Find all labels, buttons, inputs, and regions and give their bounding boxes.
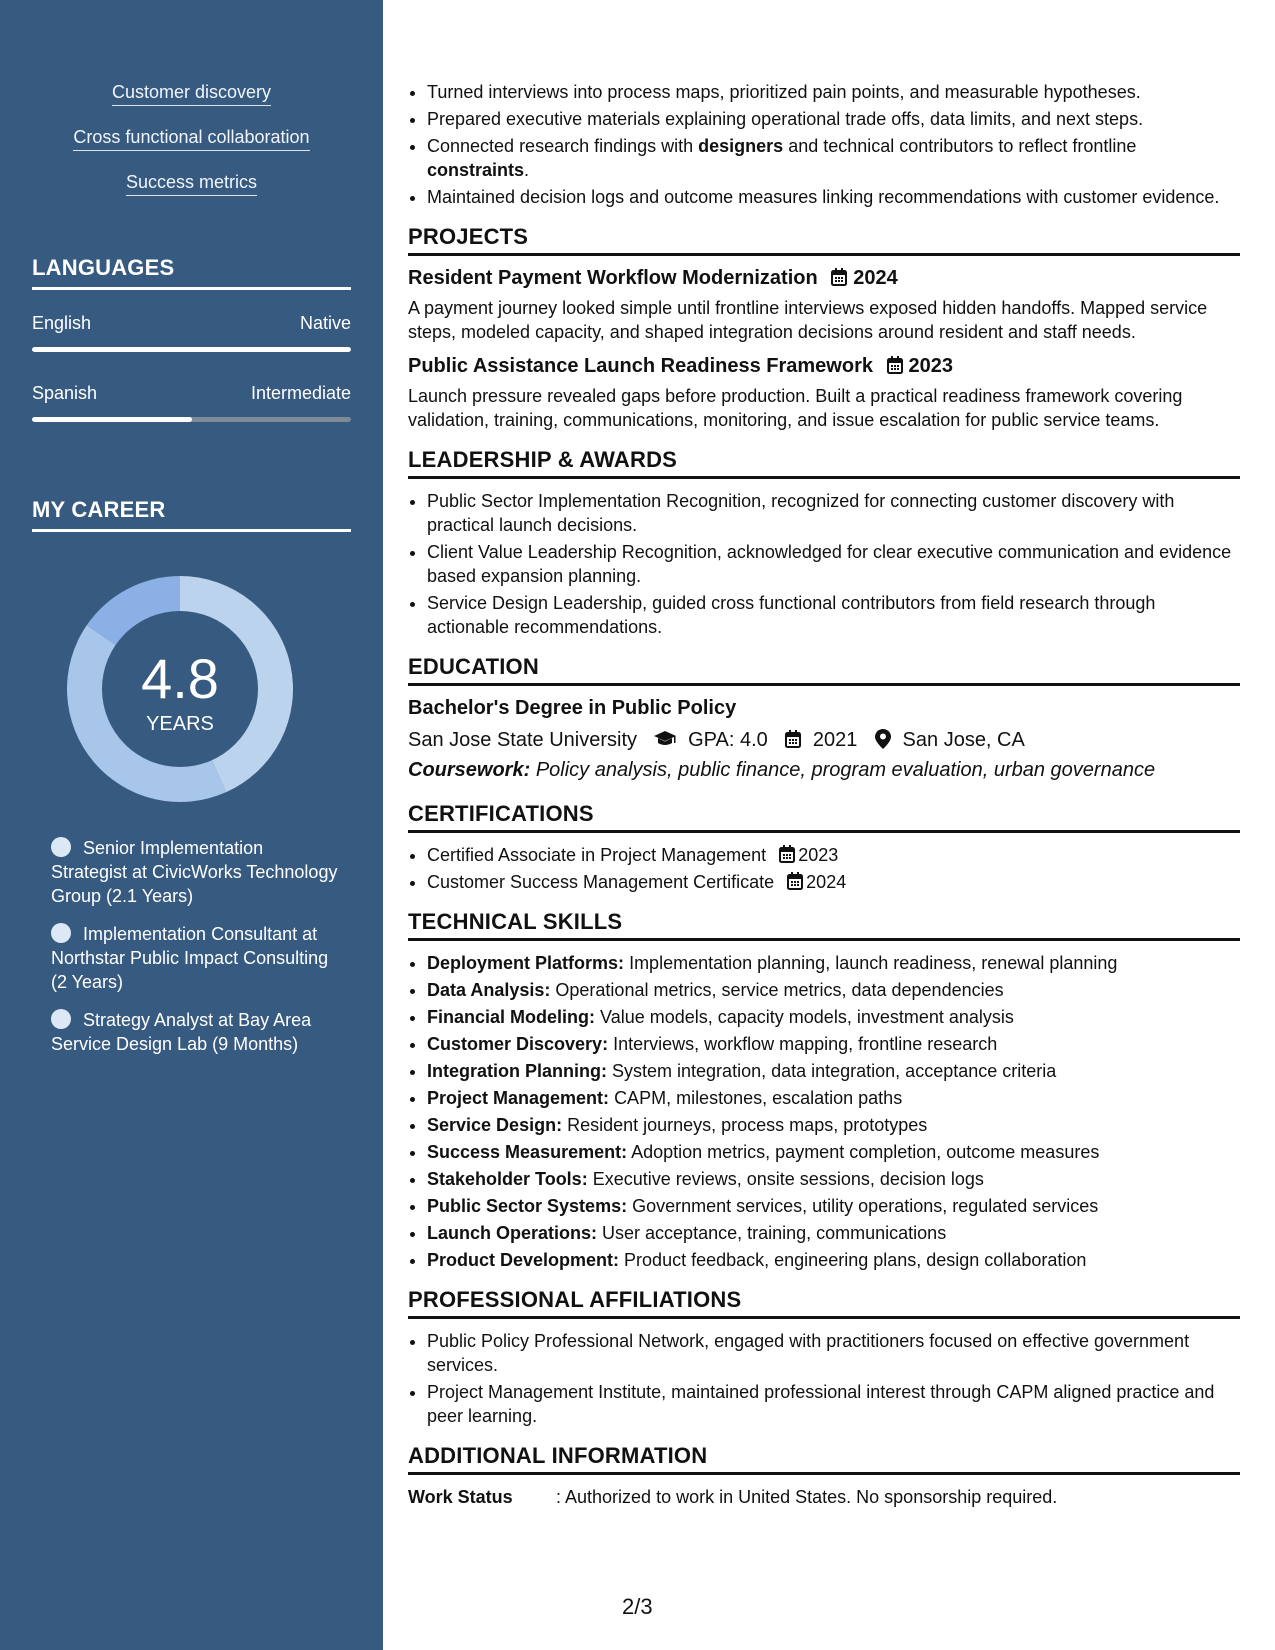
experience-bullet <box>427 107 1240 131</box>
work-status-label: Work Status <box>408 1487 513 1507</box>
skill-item <box>427 951 1240 975</box>
skill-chip: Cross functional collaboration <box>73 125 309 151</box>
certification-name: Customer Success Management Certificate <box>427 872 775 892</box>
skill-item <box>427 1086 1240 1110</box>
coursework <box>408 758 1240 782</box>
career-item <box>51 836 341 908</box>
skill-label: Service Design: <box>427 1115 563 1135</box>
bullet-text: . <box>524 160 530 180</box>
skill-item <box>427 1248 1240 1272</box>
skill-chips <box>0 80 383 215</box>
career-donut-chart <box>67 576 293 802</box>
calendar-icon <box>887 356 903 374</box>
career-list <box>51 836 341 1070</box>
skill-label: Product Development: <box>427 1250 620 1270</box>
work-status-row <box>408 1485 1240 1509</box>
page-number: 2/3 <box>622 1594 653 1619</box>
graduation-year: 2021 <box>812 729 858 751</box>
graduation-cap-icon <box>653 730 677 748</box>
skill-value: Implementation planning, launch readiness, renewal planning <box>629 953 1118 973</box>
main-content <box>408 80 1240 1509</box>
skill-label: Deployment Platforms: <box>427 953 625 973</box>
career-item-text: Senior Implementation Strategist at CivicWorks Technology Group (2.1 Years) <box>51 838 338 906</box>
section-title-certifications: CERTIFICATIONS <box>408 802 1240 833</box>
section-title-affiliations: PROFESSIONAL AFFILIATIONS <box>408 1288 1240 1319</box>
bullet-text: Prepared executive materials explaining operational trade offs, data limits, and next steps. <box>427 109 1144 129</box>
affiliations-list <box>408 1329 1240 1428</box>
certification-item <box>427 843 1240 867</box>
languages-heading: LANGUAGES <box>32 255 351 290</box>
bullet-dot-icon <box>51 837 71 857</box>
skill-item <box>427 1005 1240 1029</box>
bullet-dot-icon <box>51 1009 71 1029</box>
bullet-text: and technical contributors to reflect frontline <box>783 136 1137 156</box>
technical-skills-list <box>408 951 1240 1272</box>
project-description: Launch pressure revealed gaps before production. Built a practical readiness framework covering validation, training, communications, monitoring, and issue escalation for public service teams. <box>408 386 1183 430</box>
project-description: A payment journey looked simple until frontline interviews exposed hidden handoffs. Mapped service steps, modeled capacity, and shaped integration decisions around resident and staff needs. <box>408 298 1208 342</box>
certification-name: Certified Associate in Project Management <box>427 845 767 865</box>
sidebar <box>0 0 383 1650</box>
list-item: • Public Sector Implementation Recognition, recognized for connecting customer discovery with practical launch decisions. <box>427 489 1240 537</box>
section-title-technical-skills: TECHNICAL SKILLS <box>408 910 1240 941</box>
gpa: GPA: 4.0 <box>688 729 768 751</box>
section-title-education: EDUCATION <box>408 655 1240 686</box>
career-total-unit: YEARS <box>146 713 214 735</box>
bold-text: designers <box>698 136 784 156</box>
section-title-projects: PROJECTS <box>408 225 1240 256</box>
language-proficiency-bar <box>32 347 351 352</box>
project-title <box>408 354 1240 378</box>
skill-item <box>427 1059 1240 1083</box>
skill-item <box>427 1167 1240 1191</box>
skill-item <box>427 1140 1240 1164</box>
language-name: Spanish <box>32 383 98 403</box>
bullet-dot-icon <box>51 923 71 943</box>
project-name: Public Assistance Launch Readiness Framework <box>408 355 873 377</box>
skill-value: Value models, capacity models, investment analysis <box>600 1007 1014 1027</box>
calendar-icon <box>785 730 801 748</box>
career-item <box>51 1008 341 1056</box>
calendar-icon <box>831 268 847 286</box>
language-name: English <box>32 313 92 333</box>
skill-chip: Customer discovery <box>112 80 271 106</box>
skill-label: Success Measurement: <box>427 1142 628 1162</box>
experience-bullets <box>408 80 1240 209</box>
skill-value: Resident journeys, process maps, prototypes <box>567 1115 928 1135</box>
bullet-text: Connected research findings with <box>427 136 699 156</box>
list-item: • Client Value Leadership Recognition, acknowledged for clear executive communication and evidence based expansion planning. <box>427 540 1240 588</box>
skill-value: System integration, data integration, acceptance criteria <box>612 1061 1057 1081</box>
project-year: 2024 <box>853 267 898 289</box>
career-item-text: Implementation Consultant at Northstar Public Impact Consulting (2 Years) <box>51 924 329 992</box>
skill-label: Public Sector Systems: <box>427 1196 628 1216</box>
skill-label: Launch Operations: <box>427 1223 598 1243</box>
skill-value: User acceptance, training, communications <box>602 1223 947 1243</box>
skill-item <box>427 1194 1240 1218</box>
calendar-icon <box>787 872 803 890</box>
bullet-text: Maintained decision logs and outcome measures linking recommendations with customer evidence. <box>427 187 1220 207</box>
skill-value: Product feedback, engineering plans, design collaboration <box>624 1250 1087 1270</box>
experience-bullet <box>427 80 1240 104</box>
career-item-text: Strategy Analyst at Bay Area Service Design Lab (9 Months) <box>51 1010 312 1054</box>
skill-value: Interviews, workflow mapping, frontline research <box>613 1034 998 1054</box>
career-heading: MY CAREER <box>32 497 351 532</box>
skill-label: Stakeholder Tools: <box>427 1169 588 1189</box>
language-level: Intermediate <box>250 383 351 403</box>
skill-item <box>427 1032 1240 1056</box>
list-item: • Public Policy Professional Network, engaged with practitioners focused on effective government services. <box>427 1329 1240 1377</box>
career-total-value: 4.8 <box>141 647 219 710</box>
bold-text: constraints <box>427 160 525 180</box>
list-item: • Service Design Leadership, guided cross functional contributors from field research through actionable recommendations. <box>427 591 1240 639</box>
skill-chip: Success metrics <box>126 170 257 196</box>
skill-item <box>427 978 1240 1002</box>
skill-label: Data Analysis: <box>427 980 551 1000</box>
certification-item <box>427 870 1240 894</box>
skill-label: Customer Discovery: <box>427 1034 609 1054</box>
experience-bullet <box>427 134 1240 182</box>
bullet-text: Turned interviews into process maps, prioritized pain points, and measurable hypotheses. <box>427 82 1141 102</box>
education-details <box>408 728 1240 752</box>
skill-label: Integration Planning: <box>427 1061 607 1081</box>
location-pin-icon <box>875 729 891 749</box>
school-name: San Jose State University <box>408 729 637 751</box>
language-level: Native <box>299 313 351 333</box>
skill-label: Project Management: <box>427 1088 610 1108</box>
skill-value: CAPM, milestones, escalation paths <box>614 1088 903 1108</box>
project-year: 2023 <box>908 355 954 377</box>
skill-value: Executive reviews, onsite sessions, decision logs <box>592 1169 984 1189</box>
section-title-additional-info: ADDITIONAL INFORMATION <box>408 1444 1240 1475</box>
certifications-list <box>408 843 1240 894</box>
skill-value: Government services, utility operations, regulated services <box>632 1196 1099 1216</box>
certification-year: 2024 <box>806 872 847 892</box>
language-proficiency-bar <box>32 417 351 422</box>
section-title-leadership: LEADERSHIP & AWARDS <box>408 448 1240 479</box>
skill-value: Operational metrics, service metrics, data dependencies <box>555 980 1004 1000</box>
degree-title: Bachelor's Degree in Public Policy <box>408 697 737 719</box>
school-location: San Jose, CA <box>902 729 1025 751</box>
coursework-label: Coursework: <box>408 759 531 781</box>
coursework-text: Policy analysis, public finance, program evaluation, urban governance <box>535 759 1156 781</box>
project-title <box>408 266 1240 290</box>
project-name: Resident Payment Workflow Modernization <box>408 267 818 289</box>
work-status-value: : Authorized to work in United States. No sponsorship required. <box>556 1487 1058 1507</box>
language-proficiency-fill <box>32 347 351 352</box>
calendar-icon <box>779 845 795 863</box>
certification-year: 2023 <box>798 845 839 865</box>
experience-bullet <box>427 185 1240 209</box>
skill-label: Financial Modeling: <box>427 1007 596 1027</box>
list-item: • Project Management Institute, maintained professional interest through CAPM aligned practice and peer learning. <box>427 1380 1240 1428</box>
skill-item <box>427 1113 1240 1137</box>
skill-value: Adoption metrics, payment completion, outcome measures <box>631 1142 1100 1162</box>
career-item <box>51 922 341 994</box>
language-proficiency-fill <box>32 417 192 422</box>
skill-item <box>427 1221 1240 1245</box>
leadership-list <box>408 489 1240 639</box>
